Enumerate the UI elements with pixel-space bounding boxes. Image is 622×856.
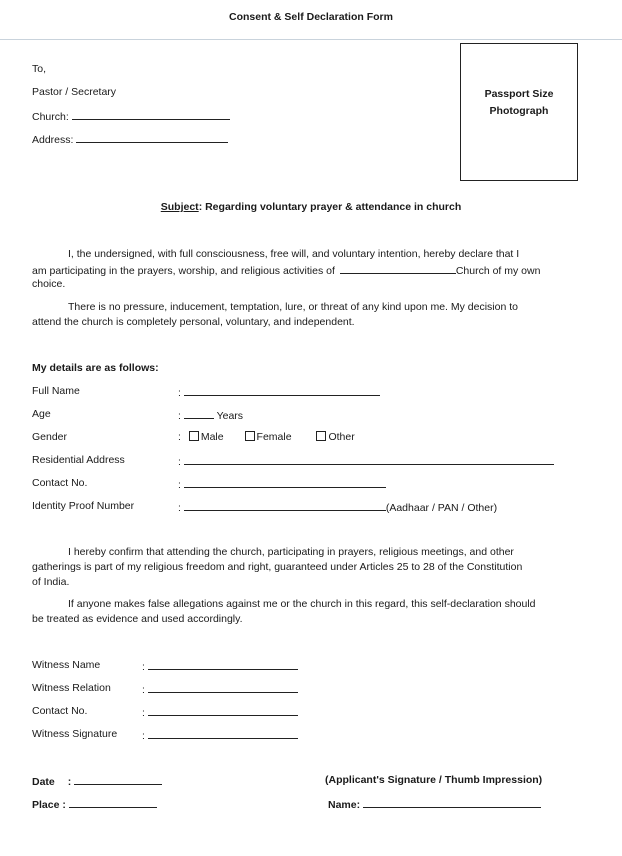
details-heading: My details are as follows: [32,362,159,374]
para2-line1: There is no pressure, inducement, temptation, lure, or threat of any kind upon me. My decision to [68,301,518,313]
para2-line2: attend the church is completely personal, voluntary, and independent. [32,316,355,328]
witness-name-field[interactable] [142,658,298,674]
addressee-pastor: Pastor / Secretary [32,86,117,98]
witness-name-blank[interactable] [148,658,298,670]
para1-line2-a: am participating in the prayers, worship, and religious activities of [32,265,335,277]
colon: : [142,730,145,742]
gender-option-female[interactable] [245,431,292,443]
colon: : [178,479,181,491]
date-blank[interactable] [74,773,162,785]
para4-line1: If anyone makes false allegations against me or the church in this regard, this self-declaration should [68,598,536,610]
witness-signature-label: Witness Signature [32,728,118,740]
gender-female-label: Female [256,431,292,443]
church-blank[interactable] [72,108,230,120]
place-field[interactable] [32,796,157,812]
place-label: Place [32,799,60,811]
para3-line1: I hereby confirm that attending the church, participating in prayers, religious meetings, and other [68,546,514,558]
church-field[interactable] [32,108,230,124]
colon: : [142,661,145,673]
gender-option-male[interactable] [189,431,224,443]
address-blank[interactable] [76,131,228,143]
gender-option-other[interactable] [316,431,354,443]
full-name-label: Full Name [32,385,80,397]
place-blank[interactable] [69,796,157,808]
photo-label-line2: Photograph [489,105,549,117]
contact-label: Contact No. [32,477,88,489]
para3-line3: of India. [32,576,70,588]
witness-signature-field[interactable] [142,727,298,743]
witness-contact-field[interactable] [142,704,298,720]
colon: : [178,456,181,468]
checkbox-male[interactable] [189,431,199,441]
para4-line2: be treated as evidence and used accordingly. [32,613,243,625]
gender-label: Gender [32,431,68,443]
church-name-blank[interactable] [340,262,456,274]
residential-address-blank[interactable] [184,453,554,465]
name-label: Name: [328,799,361,811]
gender-male-label: Male [200,431,224,443]
full-name-field[interactable] [178,384,380,400]
header-divider [0,39,622,40]
colon: : [178,431,181,443]
checkbox-other[interactable] [316,431,326,441]
form-title: Consent & Self Declaration Form [229,11,393,23]
gender-field [178,430,355,444]
colon: : [178,387,181,399]
colon: : [178,502,181,514]
residential-address-label: Residential Address [32,454,125,466]
para3-line2: gatherings is part of my religious freedom and right, guaranteed under Articles 25 to 28 of the Constitution [32,561,523,573]
witness-contact-blank[interactable] [148,704,298,716]
witness-signature-blank[interactable] [148,727,298,739]
contact-field[interactable] [178,476,386,492]
colon: : [178,410,181,422]
colon: : [67,776,72,788]
identity-label: Identity Proof Number [32,500,135,512]
identity-field[interactable] [178,499,497,515]
church-label: Church: [32,111,69,123]
address-field[interactable] [32,131,228,147]
contact-blank[interactable] [184,476,386,488]
para1-line3: choice. [32,278,66,290]
identity-suffix: (Aadhaar / PAN / Other) [385,502,498,514]
applicant-name-field[interactable] [328,796,541,812]
age-unit: Years [216,410,244,422]
date-field[interactable] [32,773,162,789]
gender-other-label: Other [328,431,355,443]
address-label: Address: [32,134,74,146]
para1-line2-b: Church of my own [455,265,541,277]
applicant-signature-label: (Applicant's Signature / Thumb Impression) [325,774,543,786]
residential-address-field[interactable] [178,453,554,469]
witness-relation-field[interactable] [142,681,298,697]
photo-label-line1: Passport Size [484,88,554,100]
colon: : [142,707,145,719]
full-name-blank[interactable] [184,384,380,396]
subject-text: : Regarding voluntary prayer & attendance in church [198,201,462,213]
witness-contact-label: Contact No. [32,705,88,717]
age-blank[interactable] [184,407,214,419]
subject-label: Subject [160,201,199,213]
addressee-to: To, [32,63,47,75]
colon: : [62,799,66,811]
passport-photo-box [460,43,578,181]
identity-blank[interactable] [184,499,386,511]
witness-relation-blank[interactable] [148,681,298,693]
date-label: Date [32,776,55,788]
age-label: Age [32,408,51,420]
colon: : [142,684,145,696]
applicant-name-blank[interactable] [363,796,541,808]
para1-line2 [32,262,540,278]
subject-line [0,201,622,213]
witness-relation-label: Witness Relation [32,682,111,694]
witness-name-label: Witness Name [32,659,101,671]
checkbox-female[interactable] [245,431,255,441]
para1-line1: I, the undersigned, with full consciousness, free will, and voluntary intention, hereby declare that I [68,248,520,260]
age-field[interactable] [178,407,243,423]
